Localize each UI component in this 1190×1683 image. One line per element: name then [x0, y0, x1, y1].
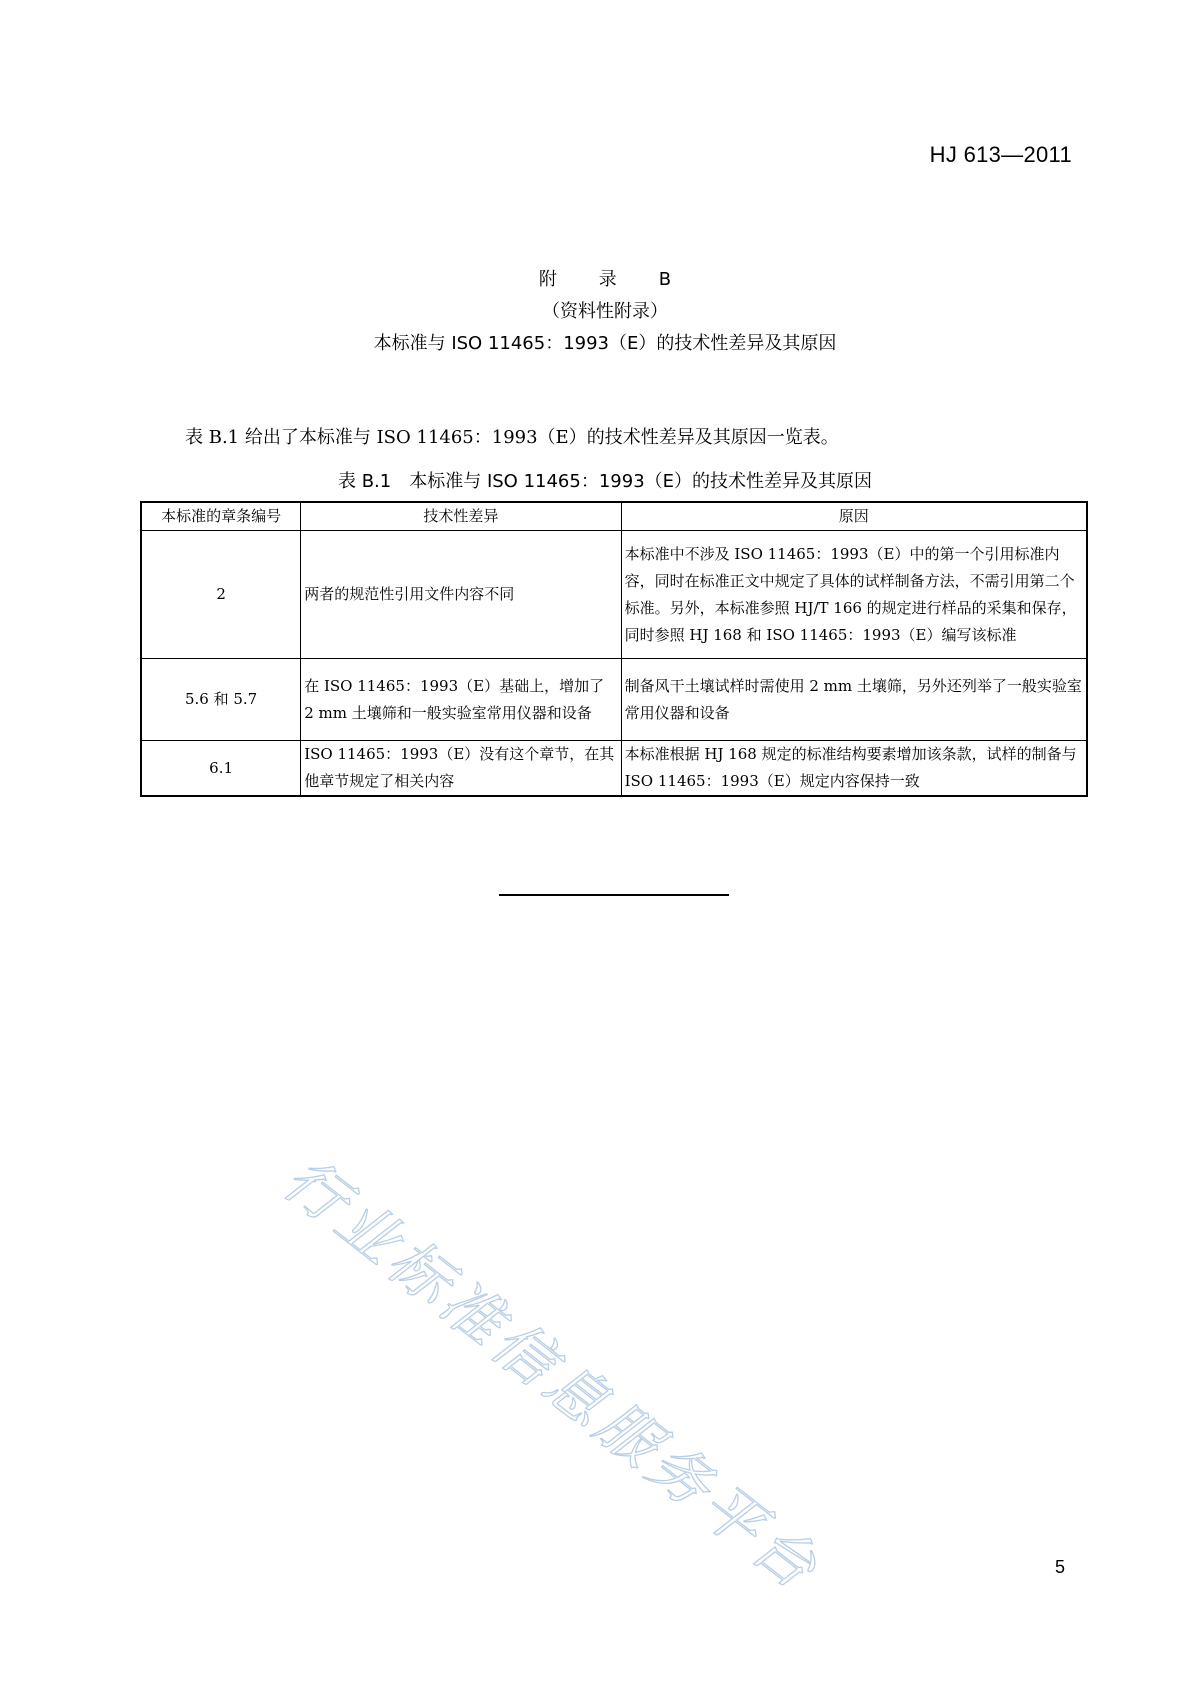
table-row: [141, 741, 1087, 797]
appendix-subject: 本标准与 ISO 11465：1993（E）的技术性差异及其原因: [373, 333, 837, 354]
cell-clause: 5.6 和 5.7: [141, 659, 301, 741]
cell-difference: ISO 11465：1993（E）没有这个章节，在其他章节规定了相关内容: [301, 741, 621, 797]
table-header-row: [141, 502, 1087, 531]
header-difference: 技术性差异: [301, 502, 621, 531]
intro-paragraph: 表 B.1 给出了本标准与 ISO 11465：1993（E）的技术性差异及其原因一览表。: [185, 427, 839, 448]
appendix-type: （资料性附录）: [542, 301, 668, 322]
table-row: [141, 659, 1087, 741]
appendix-title: 附 录 B: [538, 269, 684, 290]
cell-reason: 本标准根据 HJ 168 规定的标准结构要素增加该条款，试样的制备与 ISO 11465：1993（E）规定内容保持一致: [621, 741, 1087, 797]
cell-reason: 本标准中不涉及 ISO 11465：1993（E）中的第一个引用标准内容，同时在标准正文中规定了具体的试样制备方法，不需引用第二个标准。另外，本标准参照 HJ/T 166 的规定进行样品的采集和保存，同时参照 HJ 168 和 ISO 11465：1993（E）编写该标准: [621, 531, 1087, 659]
end-rule: [499, 894, 729, 896]
cell-reason: 制备风干土壤试样时需使用 2 mm 土壤筛，另外还列举了一般实验室常用仪器和设备: [621, 659, 1087, 741]
cell-clause: 2: [141, 531, 301, 659]
header-reason: 原因: [621, 502, 1087, 531]
cell-clause: 6.1: [141, 741, 301, 797]
differences-table: [140, 501, 1088, 797]
cell-difference: 在 ISO 11465：1993（E）基础上，增加了 2 mm 土壤筛和一般实验室常用仪器和设备: [301, 659, 621, 741]
header-clause: 本标准的章条编号: [141, 502, 301, 531]
table-caption: 表 B.1 本标准与 ISO 11465：1993（E）的技术性差异及其原因: [337, 471, 873, 492]
standard-code: HJ 613—2011: [929, 142, 1072, 167]
table-row: [141, 531, 1087, 659]
watermark: 行业标准信息服务平台: [270, 1144, 834, 1606]
cell-difference: 两者的规范性引用文件内容不同: [301, 531, 621, 659]
appendix-heading: [0, 264, 1190, 360]
page-number: 5: [1054, 1557, 1065, 1577]
